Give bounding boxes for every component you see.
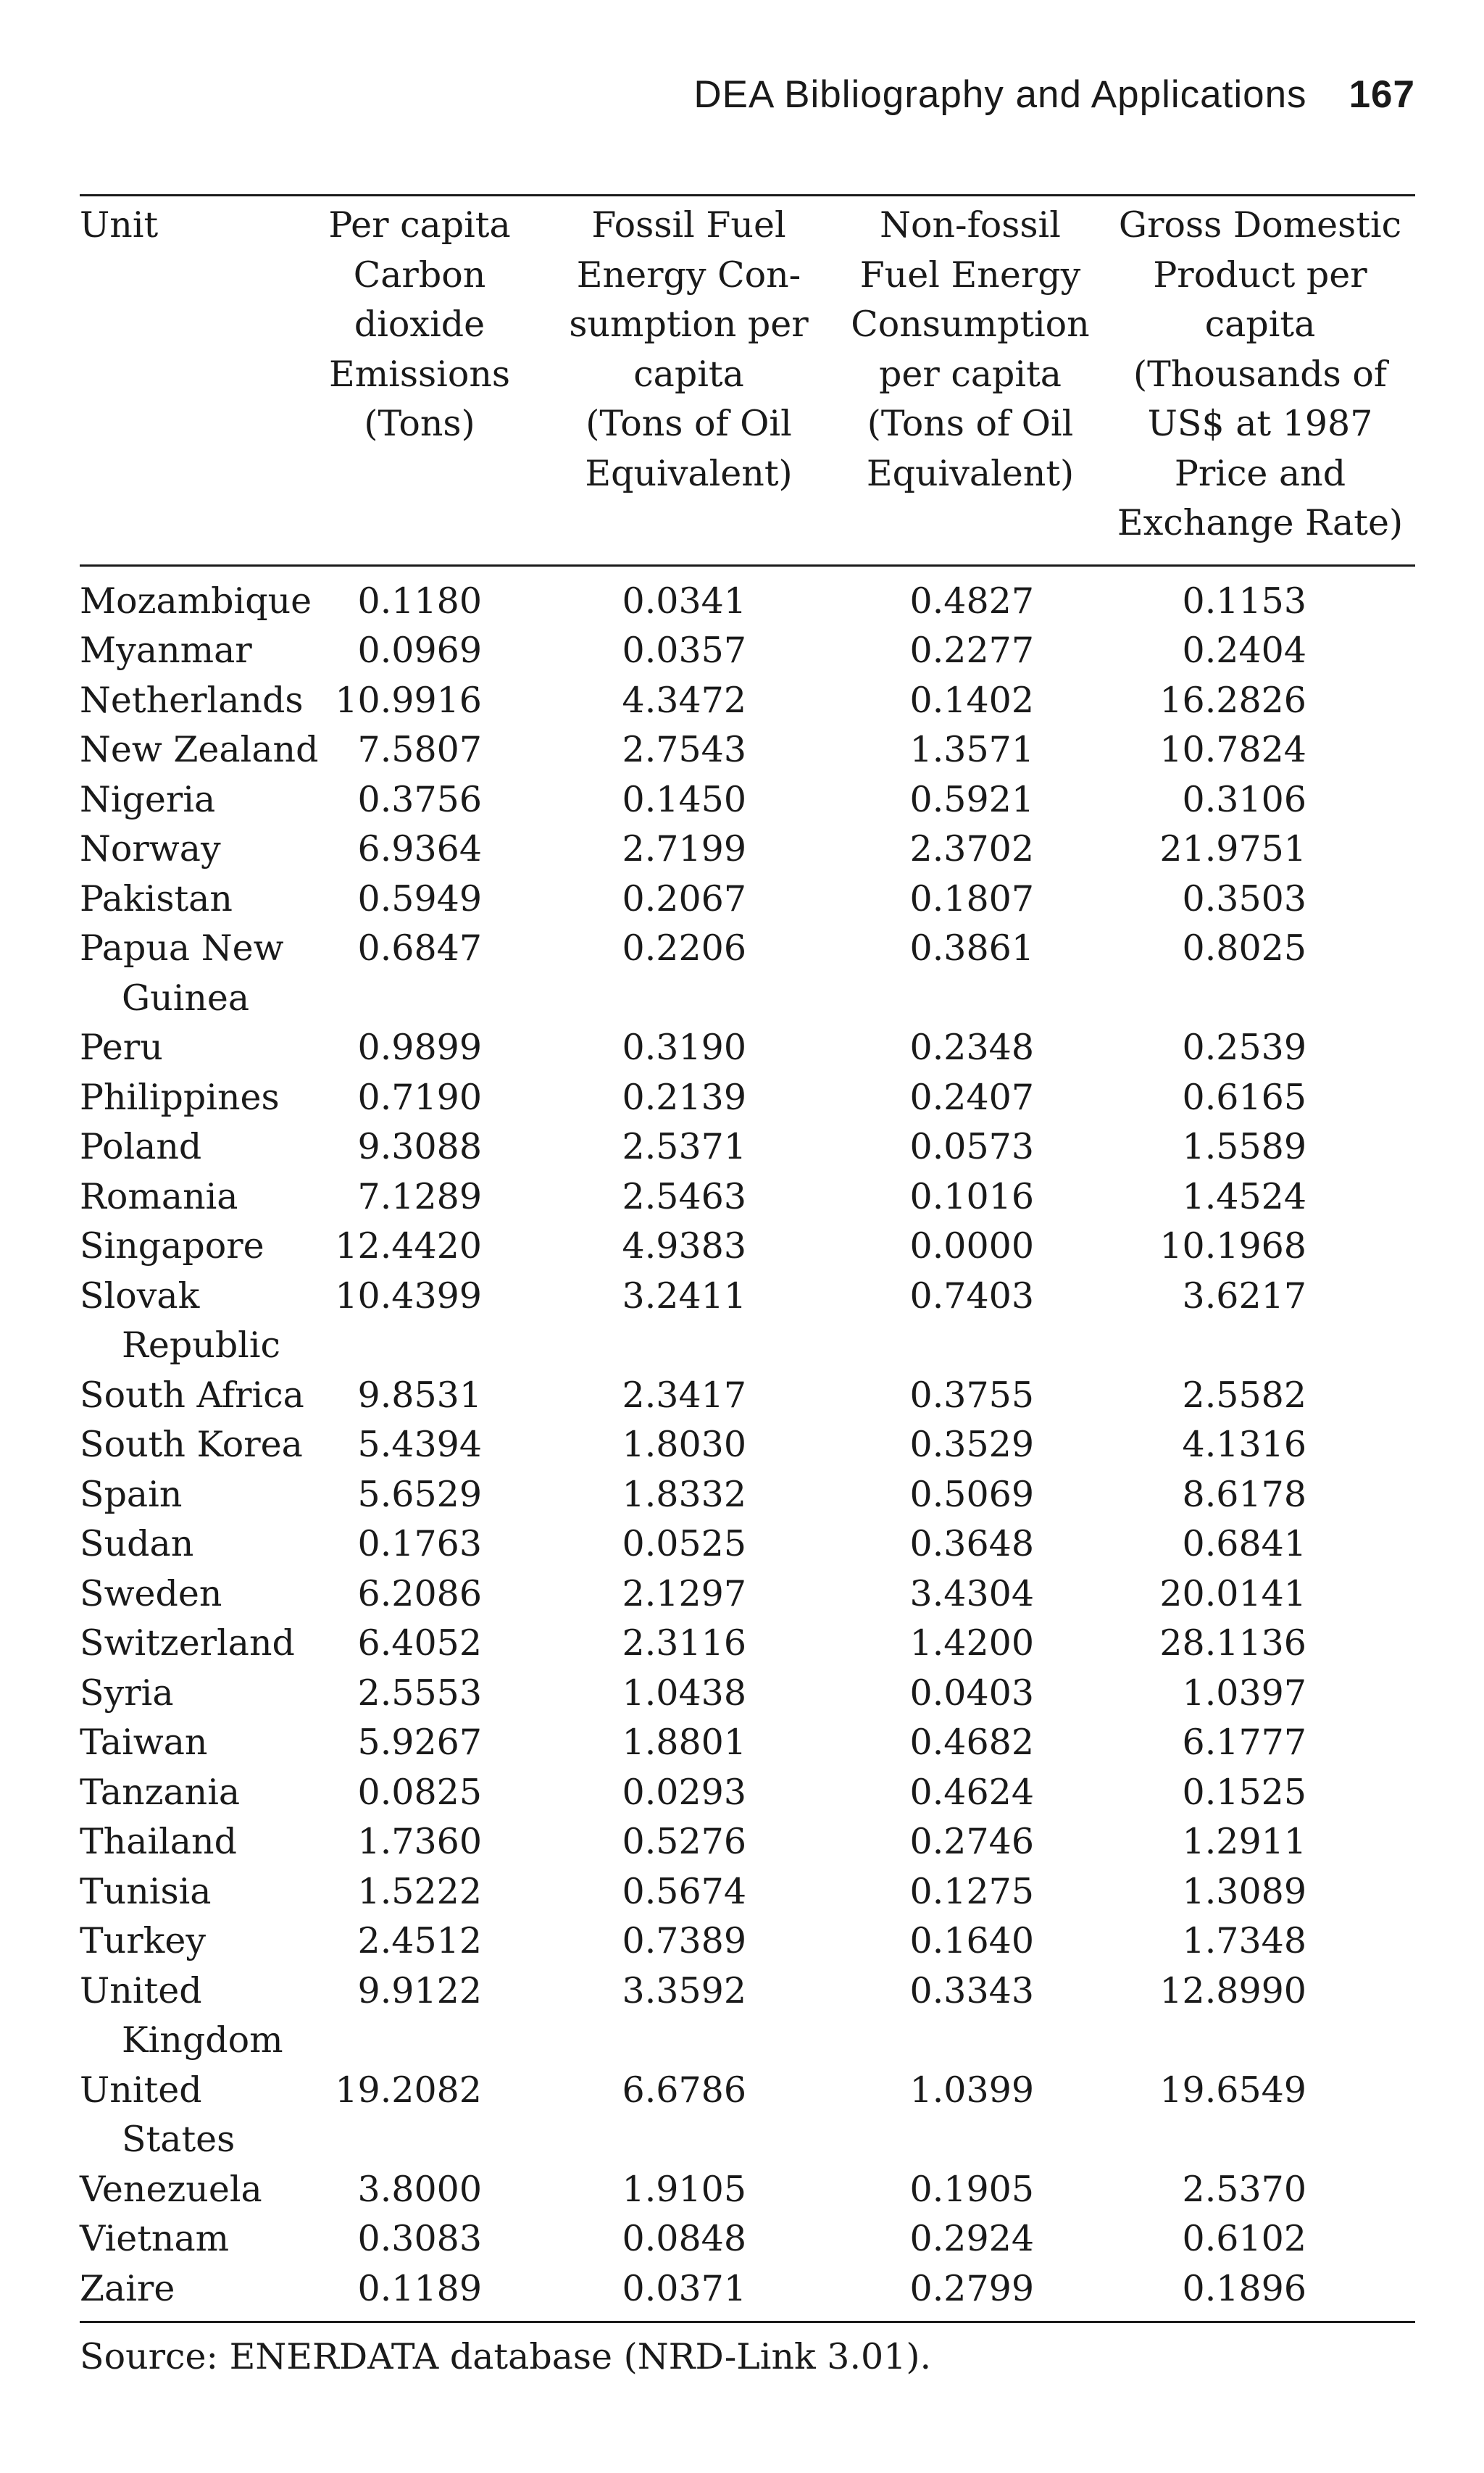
cell-unit-line1: Nigeria — [80, 778, 216, 820]
cell-unit — [80, 1470, 384, 1520]
table-row — [80, 1073, 1415, 1123]
table-row — [80, 2066, 1415, 2165]
cell-co2: 0.9899 — [357, 1027, 482, 1068]
cell-unit-line1: Myanmar — [80, 630, 252, 671]
cell-nonfossil: 2.3702 — [909, 828, 1034, 869]
cell-unit-line1: Romania — [80, 1175, 238, 1217]
cell-nonfossil: 0.2277 — [909, 630, 1034, 671]
cell-fossil: 6.6786 — [622, 2069, 746, 2111]
cell-nonfossil: 0.1402 — [909, 679, 1034, 721]
cell-gdp: 28.1136 — [1159, 1622, 1306, 1664]
table-row — [80, 1967, 1415, 2066]
cell-nonfossil: 0.3861 — [909, 927, 1034, 969]
cell-unit — [80, 1420, 384, 1470]
table-row — [80, 2264, 1415, 2314]
cell-unit-line1: United — [80, 2069, 202, 2111]
cell-nonfossil: 0.3755 — [909, 1374, 1034, 1416]
cell-fossil: 4.3472 — [622, 679, 746, 721]
cell-fossil: 3.2411 — [622, 1275, 746, 1317]
cell-gdp: 0.6165 — [1182, 1076, 1306, 1118]
cell-unit — [80, 1371, 384, 1421]
cell-gdp: 0.2404 — [1182, 630, 1306, 671]
table-row — [80, 825, 1415, 875]
cell-fossil: 0.0357 — [622, 630, 746, 671]
cell-co2: 2.5553 — [357, 1672, 482, 1714]
cell-gdp: 6.1777 — [1182, 1722, 1306, 1763]
cell-unit-line1: Spain — [80, 1473, 183, 1515]
table-row — [80, 1122, 1415, 1172]
cell-fossil: 0.2067 — [622, 877, 746, 919]
cell-nonfossil: 0.0403 — [909, 1672, 1034, 1714]
table-row — [80, 2214, 1415, 2264]
cell-gdp: 0.1896 — [1182, 2267, 1306, 2309]
cell-unit-line1: Tunisia — [80, 1870, 212, 1912]
cell-co2: 0.5949 — [357, 877, 482, 919]
cell-unit — [80, 2214, 384, 2264]
cell-unit — [80, 1917, 384, 1967]
cell-unit — [80, 1073, 384, 1123]
cell-unit — [80, 775, 384, 825]
cell-unit-line1: Poland — [80, 1126, 202, 1167]
cell-unit — [80, 825, 384, 875]
cell-fossil: 2.5371 — [622, 1126, 746, 1167]
running-header — [693, 72, 1415, 117]
cell-co2: 3.8000 — [357, 2168, 482, 2210]
cell-unit-line1: Tanzania — [80, 1771, 241, 1813]
cell-fossil: 3.3592 — [622, 1969, 746, 2011]
data-table — [80, 194, 1415, 2377]
cell-unit — [80, 1768, 384, 1818]
table-bottom-rule — [80, 2321, 1415, 2323]
table-row — [80, 1718, 1415, 1768]
cell-unit-line1: Philippines — [80, 1076, 280, 1118]
cell-co2: 6.2086 — [357, 1572, 482, 1614]
cell-nonfossil: 0.4682 — [909, 1722, 1034, 1763]
cell-fossil: 1.8332 — [622, 1473, 746, 1515]
cell-unit-line1: Turkey — [80, 1920, 207, 1961]
cell-nonfossil: 0.4624 — [909, 1771, 1034, 1813]
cell-nonfossil: 0.5921 — [909, 778, 1034, 820]
cell-unit-line1: Mozambique — [80, 580, 312, 622]
cell-unit — [80, 626, 384, 676]
table-row — [80, 1470, 1415, 1520]
cell-unit — [80, 1669, 384, 1719]
cell-unit — [80, 1023, 384, 1073]
cell-gdp: 2.5370 — [1182, 2168, 1306, 2210]
cell-co2: 0.1189 — [357, 2267, 482, 2309]
cell-co2: 6.9364 — [357, 828, 482, 869]
cell-fossil: 0.3190 — [622, 1027, 746, 1068]
cell-nonfossil: 0.3343 — [909, 1969, 1034, 2011]
cell-nonfossil: 0.1016 — [909, 1175, 1034, 1217]
table-row — [80, 1371, 1415, 1421]
table-row — [80, 2165, 1415, 2215]
cell-unit — [80, 1817, 384, 1867]
cell-nonfossil: 1.3571 — [909, 729, 1034, 770]
cell-nonfossil: 0.1905 — [909, 2168, 1034, 2210]
cell-unit-line1: South Korea — [80, 1424, 303, 1465]
cell-fossil: 1.8801 — [622, 1722, 746, 1763]
cell-unit-line1: Slovak — [80, 1275, 200, 1317]
cell-fossil: 0.0848 — [622, 2218, 746, 2259]
column-header-gdp: Gross Domestic Product per capita (Thousands of US$ at 1987 Price and Exchange Rate) — [1117, 204, 1404, 543]
cell-gdp: 21.9751 — [1159, 828, 1306, 869]
cell-unit-line1: Peru — [80, 1027, 163, 1068]
cell-nonfossil: 0.0573 — [909, 1126, 1034, 1167]
cell-gdp: 19.6549 — [1159, 2069, 1306, 2111]
cell-gdp: 0.3106 — [1182, 778, 1306, 820]
cell-unit-line1: Netherlands — [80, 679, 304, 721]
cell-co2: 12.4420 — [335, 1225, 482, 1267]
page-number: 167 — [1348, 73, 1415, 116]
cell-gdp: 1.5589 — [1182, 1126, 1306, 1167]
cell-unit-line1: South Africa — [80, 1374, 304, 1416]
table-row — [80, 1272, 1415, 1371]
cell-co2: 0.7190 — [357, 1076, 482, 1118]
cell-co2: 0.6847 — [357, 927, 482, 969]
cell-co2: 10.4399 — [335, 1275, 482, 1317]
cell-gdp: 0.1525 — [1182, 1771, 1306, 1813]
table-row — [80, 1222, 1415, 1272]
cell-co2: 0.3756 — [357, 778, 482, 820]
cell-nonfossil: 0.3529 — [909, 1424, 1034, 1465]
cell-unit-line2: Republic — [122, 1325, 280, 1366]
cell-fossil: 0.5674 — [622, 1870, 746, 1912]
cell-unit-line1: Venezuela — [80, 2168, 262, 2210]
table-column-headers — [80, 196, 1415, 564]
cell-unit — [80, 1718, 384, 1768]
cell-unit-line1: Switzerland — [80, 1622, 295, 1664]
cell-fossil: 1.0438 — [622, 1672, 746, 1714]
cell-unit — [80, 1122, 384, 1172]
cell-co2: 10.9916 — [335, 679, 482, 721]
cell-nonfossil: 0.2924 — [909, 2218, 1034, 2259]
cell-unit — [80, 875, 384, 925]
column-header-co2: Per capita Carbon dioxide Emissions (Tons) — [328, 204, 511, 444]
cell-gdp: 1.2911 — [1182, 1821, 1306, 1862]
cell-co2: 5.9267 — [357, 1722, 482, 1763]
cell-nonfossil: 0.0000 — [909, 1225, 1034, 1267]
cell-gdp: 0.6102 — [1182, 2218, 1306, 2259]
cell-gdp: 4.1316 — [1182, 1424, 1306, 1465]
cell-fossil: 2.3417 — [622, 1374, 746, 1416]
cell-fossil: 2.5463 — [622, 1175, 746, 1217]
cell-co2: 6.4052 — [357, 1622, 482, 1664]
cell-fossil: 0.2139 — [622, 1076, 746, 1118]
cell-co2: 5.6529 — [357, 1473, 482, 1515]
cell-gdp: 2.5582 — [1182, 1374, 1306, 1416]
cell-gdp: 8.6178 — [1182, 1473, 1306, 1515]
cell-unit — [80, 1569, 384, 1619]
cell-fossil: 2.7199 — [622, 828, 746, 869]
cell-co2: 0.0969 — [357, 630, 482, 671]
cell-unit — [80, 1172, 384, 1222]
cell-co2: 0.0825 — [357, 1771, 482, 1813]
cell-unit-line1: United — [80, 1969, 202, 2011]
cell-unit — [80, 1519, 384, 1569]
cell-nonfossil: 0.2348 — [909, 1027, 1034, 1068]
table-row — [80, 1172, 1415, 1222]
cell-unit-line1: Sudan — [80, 1523, 194, 1564]
cell-nonfossil: 1.4200 — [909, 1622, 1034, 1664]
cell-gdp: 0.6841 — [1182, 1523, 1306, 1564]
table-row — [80, 775, 1415, 825]
cell-fossil: 2.1297 — [622, 1572, 746, 1614]
cell-unit — [80, 924, 384, 1023]
cell-co2: 0.3083 — [357, 2218, 482, 2259]
cell-fossil: 4.9383 — [622, 1225, 746, 1267]
cell-unit — [80, 2165, 384, 2215]
cell-fossil: 2.7543 — [622, 729, 746, 770]
cell-fossil: 0.5276 — [622, 1821, 746, 1862]
table-row — [80, 626, 1415, 676]
cell-unit-line2: Guinea — [122, 977, 250, 1019]
cell-fossil: 2.3116 — [622, 1622, 746, 1664]
cell-co2: 9.8531 — [357, 1374, 482, 1416]
cell-unit — [80, 2264, 384, 2314]
cell-fossil: 1.8030 — [622, 1424, 746, 1465]
cell-unit-line2: States — [122, 2119, 235, 2160]
table-row — [80, 875, 1415, 925]
cell-gdp: 16.2826 — [1159, 679, 1306, 721]
cell-unit-line1: Zaire — [80, 2267, 175, 2309]
cell-fossil: 1.9105 — [622, 2168, 746, 2210]
cell-co2: 0.1763 — [357, 1523, 482, 1564]
cell-nonfossil: 0.1640 — [909, 1920, 1034, 1961]
cell-unit-line1: Singapore — [80, 1225, 264, 1267]
table-row — [80, 924, 1415, 1023]
table-row — [80, 1023, 1415, 1073]
table-row — [80, 1768, 1415, 1818]
cell-nonfossil: 0.2407 — [909, 1076, 1034, 1118]
column-header-fossil: Fossil Fuel Energy Con- sumption per capita (Tons of Oil Equivalent) — [569, 204, 809, 494]
cell-unit-line1: Papua New — [80, 927, 284, 969]
cell-gdp: 20.0141 — [1159, 1572, 1306, 1614]
cell-co2: 9.9122 — [357, 1969, 482, 2011]
cell-unit-line1: Vietnam — [80, 2218, 230, 2259]
cell-unit-line1: Taiwan — [80, 1722, 208, 1763]
cell-nonfossil: 0.2746 — [909, 1821, 1034, 1862]
table-row — [80, 577, 1415, 627]
cell-gdp: 12.8990 — [1159, 1969, 1306, 2011]
cell-nonfossil: 3.4304 — [909, 1572, 1034, 1614]
cell-co2: 0.1180 — [357, 580, 482, 622]
cell-fossil: 0.7389 — [622, 1920, 746, 1961]
table-row — [80, 1817, 1415, 1867]
cell-gdp: 1.3089 — [1182, 1870, 1306, 1912]
table-source-note: Source: ENERDATA database (NRD-Link 3.01). — [80, 2336, 932, 2377]
cell-nonfossil: 1.0399 — [909, 2069, 1034, 2111]
cell-unit-line1: Sweden — [80, 1572, 222, 1614]
table-row — [80, 1619, 1415, 1669]
cell-unit-line2: Kingdom — [122, 2019, 283, 2061]
cell-unit — [80, 577, 384, 627]
cell-fossil: 0.0341 — [622, 580, 746, 622]
table-row — [80, 1669, 1415, 1719]
cell-co2: 1.7360 — [357, 1821, 482, 1862]
cell-co2: 19.2082 — [335, 2069, 482, 2111]
cell-co2: 9.3088 — [357, 1126, 482, 1167]
column-header-nonfossil: Non-fossil Fuel Energy Consumption per capita (Tons of Oil Equivalent) — [851, 204, 1090, 494]
table-row — [80, 676, 1415, 726]
cell-unit-line1: Thailand — [80, 1821, 237, 1862]
cell-nonfossil: 0.2799 — [909, 2267, 1034, 2309]
cell-fossil: 0.0525 — [622, 1523, 746, 1564]
cell-nonfossil: 0.5069 — [909, 1473, 1034, 1515]
cell-fossil: 0.2206 — [622, 927, 746, 969]
cell-gdp: 1.4524 — [1182, 1175, 1306, 1217]
cell-nonfossil: 0.7403 — [909, 1275, 1034, 1317]
cell-fossil: 0.0371 — [622, 2267, 746, 2309]
cell-nonfossil: 0.1807 — [909, 877, 1034, 919]
cell-gdp: 0.3503 — [1182, 877, 1306, 919]
cell-nonfossil: 0.3648 — [909, 1523, 1034, 1564]
cell-co2: 5.4394 — [357, 1424, 482, 1465]
cell-fossil: 0.0293 — [622, 1771, 746, 1813]
cell-gdp: 3.6217 — [1182, 1275, 1306, 1317]
cell-unit — [80, 1867, 384, 1917]
cell-gdp: 1.7348 — [1182, 1920, 1306, 1961]
table-row — [80, 725, 1415, 775]
table-row — [80, 1917, 1415, 1967]
cell-co2: 2.4512 — [357, 1920, 482, 1961]
cell-nonfossil: 0.1275 — [909, 1870, 1034, 1912]
cell-unit — [80, 1967, 384, 2066]
cell-unit-line1: Syria — [80, 1672, 174, 1714]
column-header-unit: Unit — [80, 204, 159, 246]
cell-nonfossil: 0.4827 — [909, 580, 1034, 622]
table-row — [80, 1569, 1415, 1619]
cell-gdp: 10.7824 — [1159, 729, 1306, 770]
cell-unit-line1: Pakistan — [80, 877, 233, 919]
cell-gdp: 0.8025 — [1182, 927, 1306, 969]
cell-unit-line1: Norway — [80, 828, 221, 869]
table-row — [80, 1867, 1415, 1917]
cell-gdp: 10.1968 — [1159, 1225, 1306, 1267]
table-body — [80, 567, 1415, 2322]
cell-unit-line1: New Zealand — [80, 729, 319, 770]
cell-gdp: 0.1153 — [1182, 580, 1306, 622]
cell-gdp: 0.2539 — [1182, 1027, 1306, 1068]
cell-co2: 1.5222 — [357, 1870, 482, 1912]
cell-co2: 7.1289 — [357, 1175, 482, 1217]
cell-unit — [80, 1619, 384, 1669]
cell-co2: 7.5807 — [357, 729, 482, 770]
cell-gdp: 1.0397 — [1182, 1672, 1306, 1714]
table-row — [80, 1420, 1415, 1470]
cell-fossil: 0.1450 — [622, 778, 746, 820]
table-row — [80, 1519, 1415, 1569]
running-title: DEA Bibliography and Applications — [693, 73, 1307, 116]
cell-unit — [80, 725, 384, 775]
